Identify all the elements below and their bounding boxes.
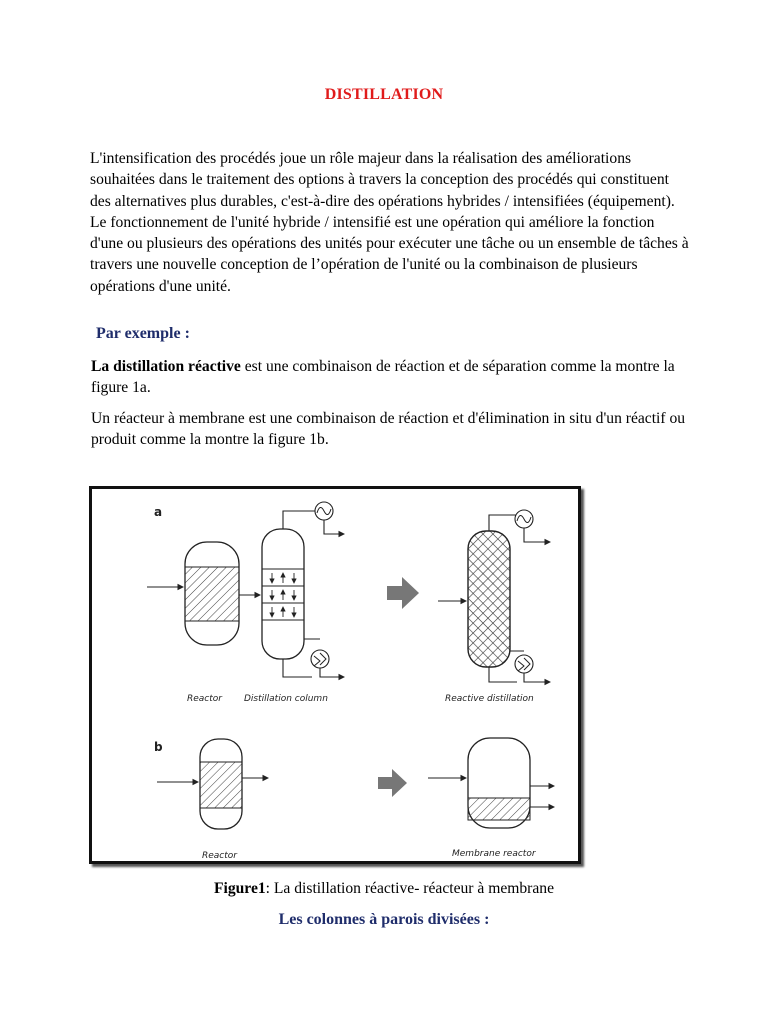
transform-arrow-a: [387, 577, 419, 609]
reactive-distillation-paragraph: [91, 357, 691, 398]
section-heading: Les colonnes à parois divisées :: [278, 911, 490, 928]
membrane-reactor-vessel: [428, 738, 554, 828]
figure-caption: [0, 880, 768, 898]
figure-caption-text: : La distillation réactive- réacteur à membrane: [265, 880, 555, 897]
intro-paragraph: L'intensification des procédés joue un rôle majeur dans la réalisation des améliorations souhaitées dans le traitement des options à travers la conception des procédés qui constituent des alternatives plus durables, c'est-à-dire des opérations hybrides / intensifiées (équipement). Le fonctionnement de l'unité hybride / intensifié est une opération qui améliore la fonction d'une ou plusieurs des opérations des unités pour exécuter une tâche ou un ensemble de tâches à travers une nouvelle conception de l’opération de l'unité ou la combinaison de plusieurs opérations d'une unité.: [90, 150, 689, 295]
label-distillation-column: Distillation column: [244, 694, 328, 704]
reactive-distillation-text: est une combinaison de réaction et de séparation comme la montre la figure 1a.: [91, 358, 675, 396]
figure-diagram: [92, 489, 578, 861]
label-reactor-a: Reactor: [187, 694, 222, 704]
panel-b-letter: b: [154, 740, 163, 754]
reactive-distillation-term: La distillation réactive: [91, 358, 241, 375]
reactor-a-vessel: [147, 542, 260, 645]
reactor-b-vessel: [157, 739, 268, 829]
page-title: DISTILLATION: [324, 86, 444, 103]
distillation-column: [262, 502, 344, 677]
panel-a-letter: a: [154, 505, 163, 519]
membrane-reactor-paragraph: Un réacteur à membrane est une combinaison de réaction et d'élimination in situ d'un réactif ou produit comme la montre la figure 1b.: [91, 410, 686, 448]
label-reactive-distillation: Reactive distillation: [445, 694, 534, 704]
figure-1: [89, 486, 581, 864]
figure-caption-label: Figure1: [213, 880, 266, 897]
example-heading: Par exemple :: [96, 325, 190, 342]
transform-arrow-b: [378, 769, 407, 797]
label-reactor-b: Reactor: [202, 851, 237, 861]
label-membrane-reactor: Membrane reactor: [452, 849, 536, 859]
reactive-distillation-column: [438, 510, 550, 682]
